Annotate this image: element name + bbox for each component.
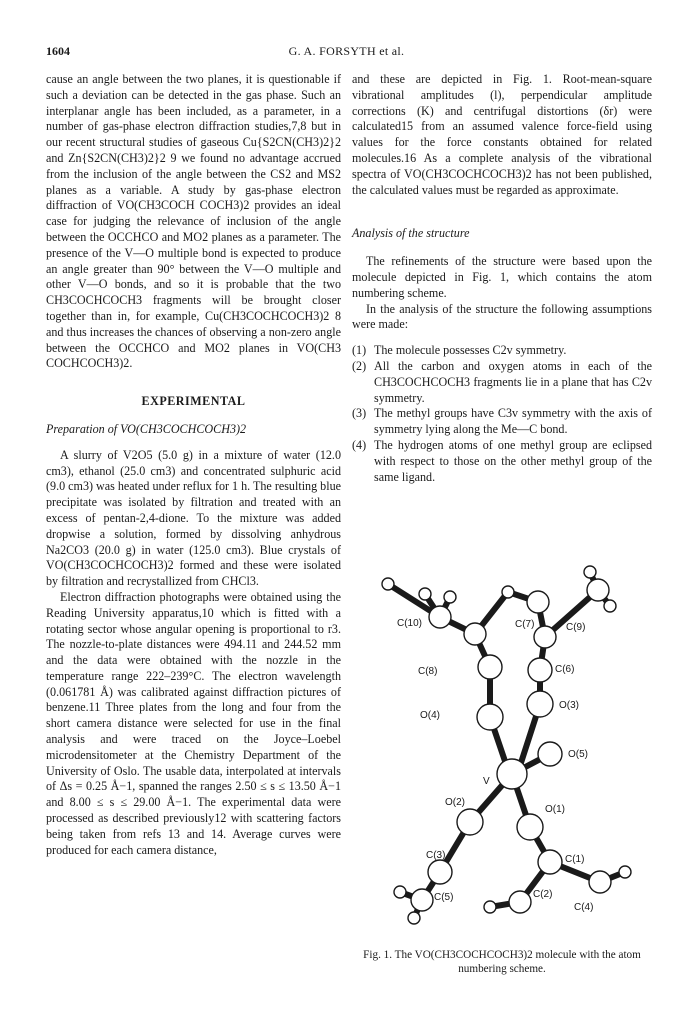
label-o2: O(2) xyxy=(445,797,465,808)
assumption-number: (1) xyxy=(352,343,367,358)
page-number: 1604 xyxy=(46,44,70,58)
assumption-item xyxy=(352,359,652,406)
label-c6: C(6) xyxy=(555,664,575,675)
assumption-text: The molecule possesses C2v symmetry. xyxy=(374,343,567,358)
label-o3: O(3) xyxy=(559,700,579,711)
label-c1: C(1) xyxy=(565,854,585,865)
subsection-title-preparation: Preparation of VO(CH3COCHCOCH3)2 xyxy=(46,421,247,436)
label-c7: C(7) xyxy=(515,619,535,630)
assumption-text: The methyl groups have C3v symmetry with the axis of symmetry lying along the Me—C bond. xyxy=(374,406,652,437)
molecule-diagram xyxy=(340,522,660,942)
label-c2: C(2) xyxy=(533,889,553,900)
running-head: G. A. FORSYTH et al. xyxy=(288,44,405,58)
assumptions-list xyxy=(352,343,652,485)
label-c10: C(10) xyxy=(397,618,423,629)
assumption-number: (2) xyxy=(352,358,367,373)
left-column xyxy=(46,72,341,858)
figure-caption: Fig. 1. The VO(CH3COCHCOCH3)2 molecule with the atom numbering scheme. xyxy=(363,949,641,975)
left-paragraph-2: A slurry of V2O5 (5.0 g) in a mixture of water (12.0 cm3), ethanol (25.0 cm3) and concentrated sulphuric acid (9.0 cm3) was heated under reflux for 1 h. The resulting blue precipitate was isolated by filtration and treated with an excess of pentan-2,4-dione. To the mixture was added dropwise a solution, formed by dissolving anhydrous Na2CO3 (20.0 g) in water (125.0 cm3). Blue crystals of VO(CH3COCHCOCH3)2 formed and these were isolated by filtration and recrystallized from CHCl3. xyxy=(46,447,341,589)
assumption-item xyxy=(352,406,652,438)
right-paragraph-2: The refinements of the structure were based upon the molecule depicted in Fig. 1, which contains the atom numbering scheme. xyxy=(352,254,652,300)
assumption-number: (3) xyxy=(352,406,367,421)
label-c8: C(8) xyxy=(418,666,438,677)
page-header xyxy=(0,44,693,60)
label-c3: C(3) xyxy=(426,850,446,861)
assumption-text: The hydrogen atoms of one methyl group are eclipsed with respect to those on the other methyl group of the same ligand. xyxy=(374,437,652,484)
label-o5: O(5) xyxy=(568,749,588,760)
section-title-experimental: EXPERIMENTAL xyxy=(141,394,246,409)
assumption-number: (4) xyxy=(352,437,367,452)
label-c5: C(5) xyxy=(434,892,454,903)
label-o1: O(1) xyxy=(545,804,565,815)
bonds xyxy=(388,572,625,918)
left-paragraph-1: cause an angle between the two planes, it is questionable if such a deviation can be detected in the gas phase. Such an interplanar angle has been included, as a parameter, in a number of gas-phase electron diffraction studies,7,8 but in our recent structural studies of gaseous Cu{S2CN(CH3)2}2 and Zn{S2CN(CH3)2}2 9 we found no advantage accrued from the inclusion of the angle between the CS2 and MS2 planes as a variable. A study by gas-phase electron diffraction of VO(CH3COCH COCH3)2 provides an ideal case for judging the relevance of inclusion of the angle between the OCCHCO and MO2 planes as a parameter. The presence of the V—O multiple bond is expected to produce an angle greater than 90° between the V—O multiple and other V—O bonds, and so it is probable that the two CH3COCHCOCH3 fragments will be brought closer together than in, for example, Cu(CH3COCHCOCH3)2 8 and thus increases the chances of observing a non-zero angle between the OCCHCO and MO2 planes in VO(CH3 COCHCOCH3)2. xyxy=(46,72,341,371)
assumption-item xyxy=(352,343,652,359)
right-paragraph-3: In the analysis of the structure the following assumptions were made: xyxy=(352,301,652,332)
label-v: V xyxy=(483,776,490,787)
label-c4: C(4) xyxy=(574,902,594,913)
subsection-title-analysis: Analysis of the structure xyxy=(352,226,470,241)
assumption-item xyxy=(352,438,652,485)
label-o4: O(4) xyxy=(420,710,440,721)
right-column xyxy=(352,72,652,485)
left-paragraph-3: Electron diffraction photographs were obtained using the Reading University apparatus,10 which is fitted with a rotating sector whose angular opening is proportional to r3. The nozzle-to-plate distances were 494.11 and 244.52 mm and the data were obtained with the nozzle in the temperature range 222–239°C. The electron wavelength (0.061781 Å) was calibrated against diffraction pictures of benzene.11 Three plates from the long and four from the short camera distance were selected for use in the final analysis and were traced on the Joyce–Loebel microdensitometer at the Chemistry Department of the University of Oslo. The usable data, interpolated at intervals of Δs = 0.25 Å−1, spanned the ranges 2.50 ≤ s ≤ 13.50 Å−1 and 8.00 ≤ s ≤ 29.00 Å−1. The experimental data were processed as described previously12 with scattering factors being taken from refs 13 and 14. Average curves were produced for each camera distance, xyxy=(46,589,341,857)
label-c9: C(9) xyxy=(566,622,586,633)
assumption-text: All the carbon and oxygen atoms in each of the CH3COCHCOCH3 fragments lie in a plane that has C2v symmetry. xyxy=(374,358,652,405)
right-paragraph-1: and these are depicted in Fig. 1. Root-mean-square vibrational amplitudes (l), perpendicular amplitude corrections (K) and centrifugal distortions (δr) were calculated15 from an assumed valence force-field using values for the force constants obtained for related molecules.16 As a complete analysis of the vibrational spectra of VO(CH3COCHCOCH3)2 has not been published, the calculated values must be regarded as approximate. xyxy=(352,72,652,197)
molecule-figure xyxy=(340,522,660,942)
